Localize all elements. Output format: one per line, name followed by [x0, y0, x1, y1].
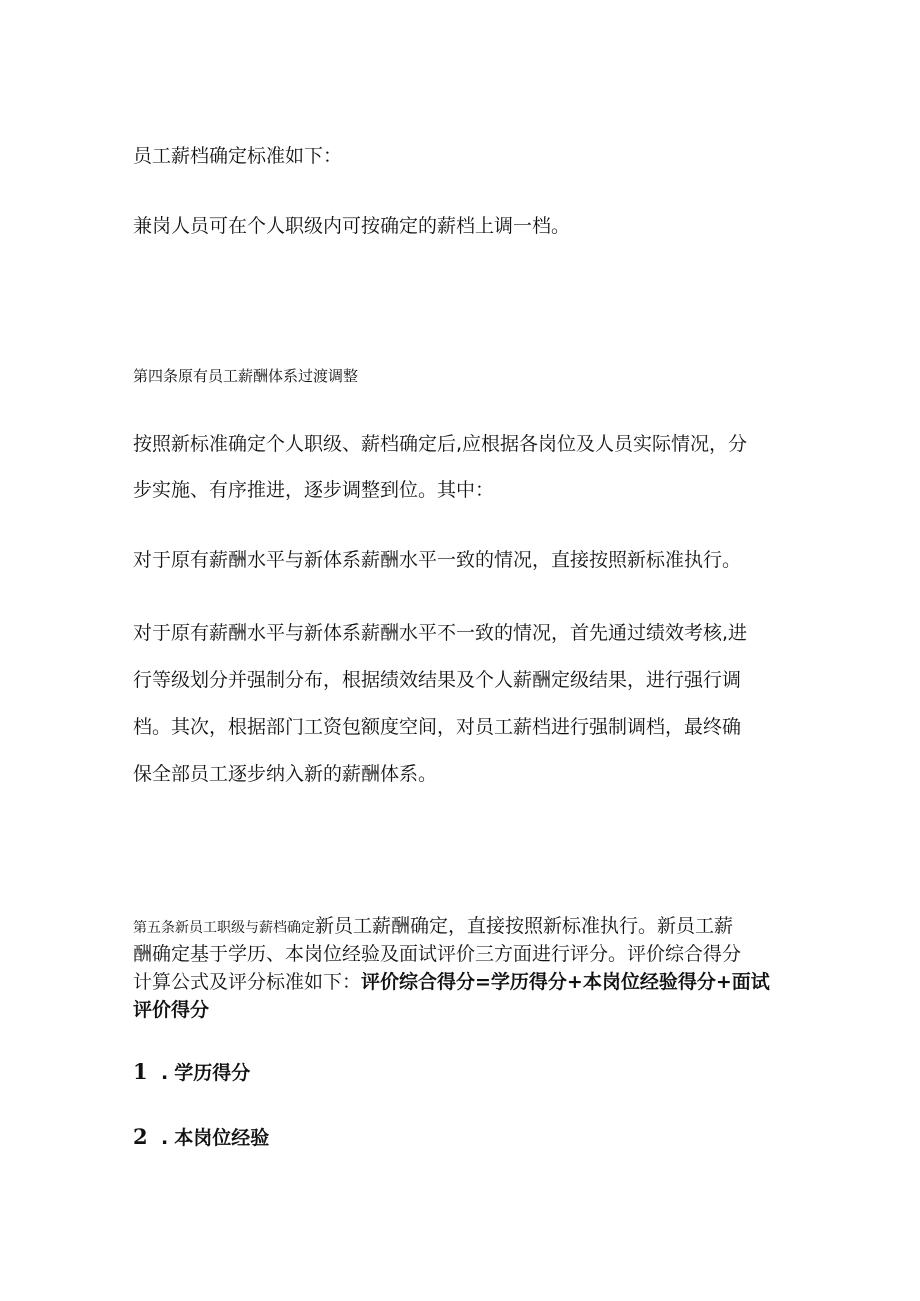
article-4-paragraph-2: 对于原有薪酬水平与新体系薪酬水平一致的情况，直接按照新标准执行。 — [133, 549, 742, 571]
list-item-number: 2 — [133, 1124, 148, 1149]
paragraph-concurrent-post: 兼岗人员可在个人职级内可按确定的薪档上调一档。 — [133, 215, 571, 237]
article-5-line-2: 酬确定基于学历、本岗位经验及面试评价三方面进行评分。评价综合得分 — [133, 943, 742, 965]
list-item-label: 本岗位经验 — [174, 1127, 270, 1149]
article-4-paragraph-1-line-1: 按照新标准确定个人职级、薪档确定后,应根据各岗位及人员实际情况，分 — [133, 433, 748, 455]
list-item-dot: . — [161, 1127, 169, 1149]
list-item-post-experience — [133, 1124, 269, 1151]
article-4-paragraph-3-line-1: 对于原有薪酬水平与新体系薪酬水平不一致的情况，首先通过绩效考核,进 — [133, 622, 748, 644]
list-item-label: 学历得分 — [174, 1062, 251, 1084]
article-5-line-3 — [133, 969, 770, 995]
article-5-line-1 — [133, 913, 733, 941]
article-5-title: 第五条新员工职级与薪档确定 — [133, 920, 315, 936]
article-4-paragraph-3-line-4: 保全部员工逐步纳入新的薪酬体系。 — [133, 763, 438, 785]
list-item-education-score — [133, 1059, 250, 1086]
score-formula: 评价综合得分=学历得分+本岗位经验得分+面试 — [361, 971, 770, 993]
article-4-paragraph-1-line-2: 步实施、有序推进，逐步调整到位。其中： — [133, 479, 495, 501]
paragraph-salary-standard-intro: 员工薪档确定标准如下： — [133, 145, 343, 167]
article-5-line-1-text: 新员工薪酬确定，直接按照新标准执行。新员工薪 — [315, 915, 734, 937]
article-4-title: 第四条原有员工薪酬体系过渡调整 — [133, 367, 359, 385]
score-formula-continued: 评价得分 — [133, 999, 210, 1021]
list-item-dot: . — [161, 1062, 169, 1084]
list-item-number: 1 — [133, 1059, 148, 1084]
article-4-paragraph-3-line-3: 档。其次，根据部门工资包额度空间，对员工薪档进行强制调档，最终确 — [133, 716, 742, 738]
article-5-line-3-text: 计算公式及评分标准如下： — [133, 971, 362, 993]
article-4-paragraph-3-line-2: 行等级划分并强制分布，根据绩效结果及个人薪酬定级结果，进行强行调 — [133, 669, 742, 691]
